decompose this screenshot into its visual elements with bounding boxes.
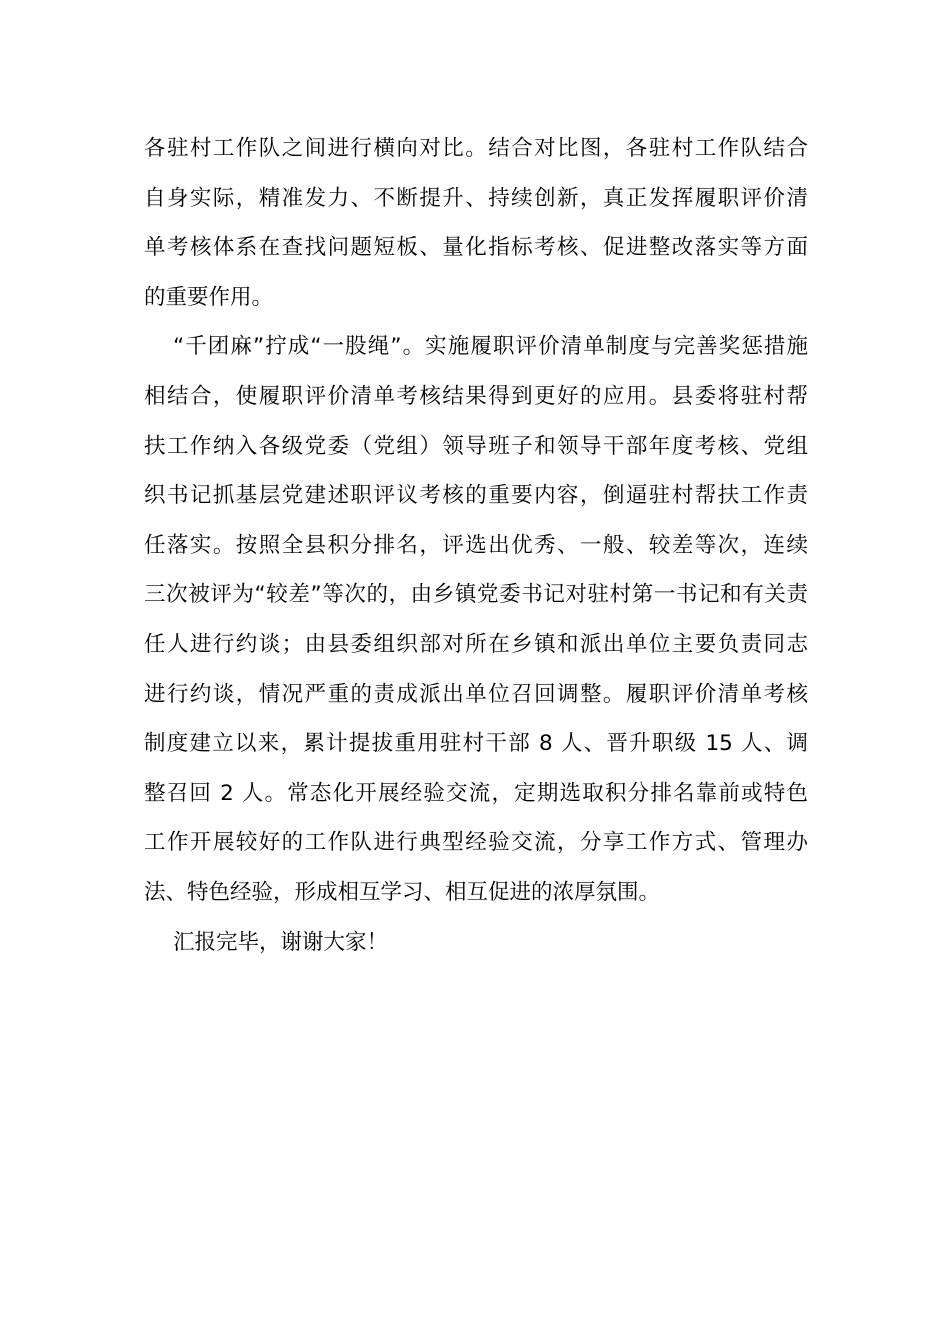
text-line: 汇报完毕，谢谢大家！: [173, 929, 389, 955]
text-line: 织书记抓基层党建述职评议考核的重要内容，倒逼驻村帮扶工作责: [144, 483, 808, 509]
text-line: 任落实。按照全县积分排名，评选出优秀、一般、较差等次，连续: [144, 532, 808, 558]
text-line: 扶工作纳入各级党委（党组）领导班子和领导干部年度考核、党组: [144, 433, 808, 459]
text-line: 的重要作用。: [144, 284, 274, 310]
text-line: 制度建立以来，累计提拔重用驻村干部 8 人、晋升职级 15 人、调: [144, 731, 808, 757]
text-line: 整召回 2 人。常态化开展经验交流，定期选取积分排名靠前或特色: [144, 780, 808, 806]
text-line: 进行约谈，情况严重的责成派出单位召回调整。履职评价清单考核: [144, 681, 808, 707]
text-line: 工作开展较好的工作队进行典型经验交流，分享工作方式、管理办: [144, 830, 808, 856]
text-line: 法、特色经验，形成相互学习、相互促进的浓厚氛围。: [144, 879, 661, 905]
paragraph-rope: [144, 322, 808, 917]
text-line: 三次被评为“较差”等次的，由乡镇党委书记对驻村第一书记和有关责: [144, 582, 808, 608]
text-line: “千团麻”拧成“一股绳”。实施履职评价清单制度与完善奖惩措施: [173, 334, 808, 360]
paragraph-comparison: [144, 124, 808, 322]
text-line: 各驻村工作队之间进行横向对比。结合对比图，各驻村工作队结合: [144, 136, 808, 161]
text-line: 单考核体系在查找问题短板、量化指标考核、促进整改落实等方面: [144, 235, 808, 261]
paragraph-closing: [144, 918, 808, 968]
document-body: [144, 124, 808, 967]
text-line: 相结合，使履职评价清单考核结果得到更好的应用。县委将驻村帮: [144, 383, 808, 409]
text-line: 自身实际，精准发力、不断提升、持续创新，真正发挥履职评价清: [144, 185, 808, 211]
text-line: 任人进行约谈；由县委组织部对所在乡镇和派出单位主要负责同志: [144, 631, 808, 657]
